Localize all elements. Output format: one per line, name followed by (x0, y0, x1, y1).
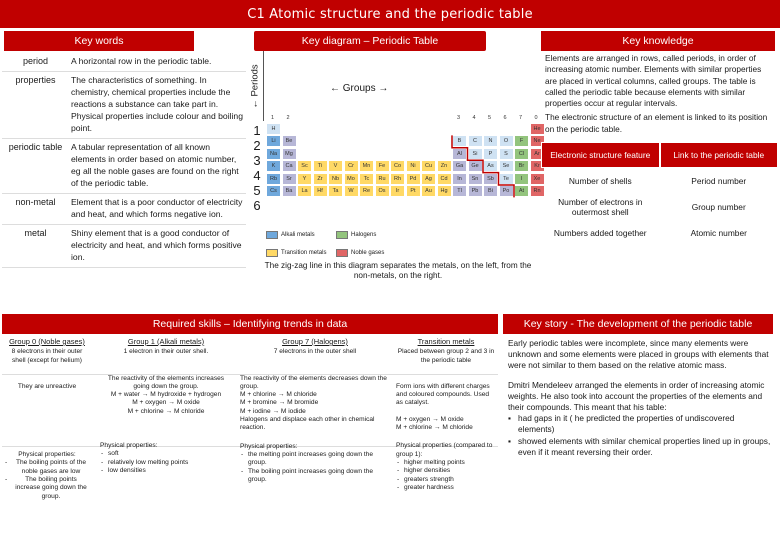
element-cell: Cs (266, 185, 281, 197)
element-cell: Ne (530, 135, 545, 147)
table-header: Link to the periodic table (660, 142, 779, 168)
physical-properties-title: Physical properties (compared to group 1): (396, 442, 493, 458)
physical-properties-title: Physical properties: (100, 442, 158, 450)
element-cell: Nb (328, 173, 343, 185)
element-cell: Sc (297, 160, 312, 172)
group-number: 5 (488, 115, 492, 121)
period-number: 1 (253, 123, 261, 138)
element-cell: Ni (406, 160, 421, 172)
legend-label: Noble gases (351, 250, 385, 256)
legend-swatch (266, 249, 278, 257)
element-cell: S (499, 148, 514, 160)
table-header: Electronic structure feature (541, 142, 660, 168)
key-word-term: properties (15, 75, 56, 85)
element-cell: Ba (282, 185, 297, 197)
reaction: M + oxygen → M oxide (132, 399, 200, 407)
legend-item (266, 249, 326, 257)
element-cell: Zn (437, 160, 452, 172)
element-cell: Pd (406, 173, 421, 185)
element-cell: C (468, 135, 483, 147)
element-cell: Ag (421, 173, 436, 185)
element-cell: Li (266, 135, 281, 147)
group-number: 3 (457, 115, 461, 121)
period-number: 6 (253, 198, 261, 213)
element-cell: V (328, 160, 343, 172)
reactivity-text: The reactivity of the elements decreases down the group. (240, 374, 387, 390)
reactivity-text: Form ions with different charges and coloured compounds. Used as catalyst. (396, 382, 490, 407)
column-subtitle: 1 electron in their outer shell. (123, 348, 209, 356)
element-cell: La (297, 185, 312, 197)
element-cell: Be (282, 135, 297, 147)
key-word-row (2, 53, 246, 72)
element-cell: Re (359, 185, 374, 197)
element-cell: In (452, 173, 467, 185)
element-cell: Cr (344, 160, 359, 172)
reactivity-text: The reactivity of the elements increases going down the group. (107, 374, 225, 390)
element-cell: F (514, 135, 529, 147)
table-cell: Atomic number (690, 228, 747, 239)
element-cell: Se (499, 160, 514, 172)
group-number: 7 (519, 115, 523, 121)
column-title: Transition metals (417, 337, 475, 346)
element-cell: P (483, 148, 498, 160)
list-item: - The boiling points increase going down the group. (4, 476, 90, 501)
element-cell: Br (514, 160, 529, 172)
group-number: 1 (271, 115, 275, 121)
element-cell: He (530, 123, 545, 135)
column-subtitle: 7 electrons in the outer shell (273, 348, 357, 356)
key-word-definition: Element that is a poor conductor of electricity and heat, and which forms negative ion. (71, 197, 243, 219)
legend-item (336, 249, 384, 257)
key-word-term: period (22, 56, 49, 66)
element-cell: Fe (375, 160, 390, 172)
list-item: - higher melting points (396, 459, 496, 467)
reaction: M + oxygen → M oxide (396, 415, 464, 423)
element-cell: Y (297, 173, 312, 185)
reactivity-text: They are unreactive (17, 382, 77, 390)
key-word-row (2, 72, 246, 139)
halogens-column (240, 338, 390, 484)
list-item: - soft (100, 450, 232, 458)
period-number: 3 (253, 153, 261, 168)
group-number: 0 (534, 115, 538, 121)
physical-properties-title: Physical properties: (240, 442, 298, 450)
element-cell: W (344, 185, 359, 197)
key-words-heading: Key words (4, 31, 194, 51)
element-cell: Rh (390, 173, 405, 185)
column-subtitle: 8 electrons in their outer shell (except for helium) (11, 348, 83, 364)
element-cell: Cu (421, 160, 436, 172)
element-cell: Sr (282, 173, 297, 185)
key-word-definition: The characteristics of something. In chemistry, chemical properties include the reactions a substance can take part in. Physical properties include colour and boiling point. (71, 75, 243, 133)
column-title: Group 7 (Halogens) (282, 337, 348, 346)
key-knowledge-para-1: Elements are arranged in rows, called periods, in order of increasing atomic number. Elements with similar properties are placed in vertical columns, called groups. The table is called the periodic table because elements with similar properties occur at regular intervals. (545, 53, 762, 109)
element-cell: Cl (514, 148, 529, 160)
reaction: M + chlorine → M chloride (240, 391, 317, 399)
element-cell: Mn (359, 160, 374, 172)
element-cell: Rb (266, 173, 281, 185)
required-skills-panel (2, 314, 500, 538)
key-word-term: periodic table (8, 142, 63, 152)
period-number: 2 (253, 138, 261, 153)
required-skills-heading: Required skills – Identifying trends in data (2, 314, 498, 334)
page-title: C1 Atomic structure and the periodic table (0, 0, 780, 28)
legend-item (336, 231, 376, 239)
element-cell: Rn (530, 185, 545, 197)
list-item: - greaters strength (396, 476, 496, 484)
key-word-row (2, 194, 246, 225)
key-word-definition: Shiny element that is a good conductor of electricity and heat, and which forms positive ion. (71, 228, 242, 262)
element-cell: Pt (406, 185, 421, 197)
group-number: 2 (286, 115, 290, 121)
element-cell: At (514, 185, 529, 197)
key-story-panel (503, 314, 778, 538)
reaction: M + bromine → M bromide (240, 399, 319, 407)
list-item: - The boiling points of the noble gases are low (4, 459, 90, 476)
reaction: M + chlorine → M chloride (127, 407, 205, 415)
key-story-para-1: Early periodic tables were incomplete, since many elements were unknown and some elements were placed in groups with elements that were not similar to them based on the relative atomic mass. (508, 338, 769, 371)
key-knowledge-para-2: The electronic structure of an element is linked to its position on the periodic table. (545, 112, 768, 134)
element-cell: Ta (328, 185, 343, 197)
list-item: - The boiling point increases going down the group. (240, 468, 390, 485)
element-cell: As (483, 160, 498, 172)
element-cell: I (514, 173, 529, 185)
element-cell: Na (266, 148, 281, 160)
zig-zag-line (266, 81, 556, 211)
element-cell: Bi (483, 185, 498, 197)
element-cell: Te (499, 173, 514, 185)
table-cell: Group number (691, 202, 746, 213)
list-item: - greater hardness (396, 484, 496, 492)
element-cell: Co (390, 160, 405, 172)
key-word-definition: A tabular representation of all known elements in order based on atomic number, eg all the noble gases are found on the right of the periodic table. (71, 142, 239, 188)
list-item: - higher densities (396, 467, 496, 475)
list-item: ▪ showed elements with similar chemical properties lined up in groups, even if it meant reversing their order. (508, 436, 773, 458)
element-cell: Hg (437, 185, 452, 197)
element-cell: B (452, 135, 467, 147)
element-cell: K (266, 160, 281, 172)
key-knowledge-panel (541, 31, 778, 310)
element-cell: O (499, 135, 514, 147)
element-cell: Kr (530, 160, 545, 172)
legend-swatch (266, 231, 278, 239)
legend-label: Transition metals (281, 250, 327, 256)
reaction: M + water → M hydroxide + hydrogen (110, 391, 222, 399)
physical-properties-title: Physical properties: (18, 451, 76, 459)
list-item: - the melting point increases going down the group. (240, 451, 390, 468)
list-item: - low densities (100, 467, 232, 475)
element-cell: Ca (282, 160, 297, 172)
element-cell: Au (421, 185, 436, 197)
transition-metals-column (396, 338, 496, 492)
key-story-para-2: Dmitri Mendeleev arranged the elements in order of increasing atomic weights. He also took into account the properties of the elements and their compounds. This meant that his table: (508, 379, 765, 413)
displacement-note: Halogens and displace each other in chemical reaction. (240, 416, 375, 432)
element-cell: Si (468, 148, 483, 160)
element-cell: Ti (313, 160, 328, 172)
key-words-panel (2, 31, 246, 310)
key-word-row (2, 225, 246, 268)
element-cell: Sb (483, 173, 498, 185)
reaction: M + iodine → M iodide (240, 407, 306, 415)
element-cell: Ru (375, 173, 390, 185)
legend-label: Halogens (351, 232, 377, 238)
list-item: - relatively low melting points (100, 459, 232, 467)
key-word-term: metal (24, 228, 47, 238)
list-item: ▪ had gaps in it ( he predicted the properties of undiscovered elements) (508, 413, 773, 435)
key-word-definition: A horizontal row in the periodic table. (71, 56, 212, 66)
element-cell: Tl (452, 185, 467, 197)
element-cell: Cd (437, 173, 452, 185)
element-cell: Ar (530, 148, 545, 160)
groups-label: ← Groups → (330, 83, 389, 94)
element-cell: Pb (468, 185, 483, 197)
key-words-table (2, 53, 246, 268)
element-cell: Mg (282, 148, 297, 160)
group-number: 6 (503, 115, 507, 121)
element-cell: N (483, 135, 498, 147)
element-cell: H (266, 123, 281, 135)
column-title: Group 1 (Alkali metals) (127, 337, 205, 346)
noble-gases-column (4, 338, 90, 501)
key-knowledge-heading: Key knowledge (541, 31, 775, 51)
element-cell: Tc (359, 173, 374, 185)
table-cell: Number of shells (568, 176, 632, 187)
legend-label: Alkali metals (281, 232, 315, 238)
element-cell: Al (452, 148, 467, 160)
element-cell: Hf (313, 185, 328, 197)
column-subtitle: Placed between group 2 and 3 in the periodic table (397, 348, 495, 364)
key-story-heading: Key story - The development of the periodic table (503, 314, 773, 334)
key-diagram-panel (248, 31, 541, 310)
reaction: M + chlorine → M chloride (396, 424, 473, 432)
legend-swatch (336, 231, 348, 239)
element-cell: Ir (390, 185, 405, 197)
element-cell: Xe (530, 173, 545, 185)
column-title: Group 0 (Noble gases) (9, 337, 85, 346)
element-cell: Ge (468, 160, 483, 172)
legend-item (266, 231, 315, 239)
key-word-row (2, 139, 246, 194)
table-cell: Number of electrons in outermost shell (558, 197, 643, 218)
periods-label: ← Periods (248, 51, 264, 121)
table-cell: Numbers added together (553, 228, 647, 239)
electronic-structure-table (541, 142, 778, 246)
element-cell: Po (499, 185, 514, 197)
group-number: 4 (472, 115, 476, 121)
key-word-term: non-metal (15, 197, 56, 207)
period-numbers (250, 123, 264, 213)
element-cell: Sn (468, 173, 483, 185)
element-cell: Zr (313, 173, 328, 185)
element-cell: Ga (452, 160, 467, 172)
period-number: 4 (253, 168, 261, 183)
alkali-metals-column (100, 338, 232, 475)
legend-swatch (336, 249, 348, 257)
element-cell: Os (375, 185, 390, 197)
element-cell: Mo (344, 173, 359, 185)
zig-zag-caption: The zig-zag line in this diagram separates the metals, on the left, from the non-metals, on the right. (264, 261, 532, 280)
period-number: 5 (253, 183, 261, 198)
table-cell: Period number (691, 176, 747, 187)
key-diagram-heading: Key diagram – Periodic Table (254, 31, 486, 51)
